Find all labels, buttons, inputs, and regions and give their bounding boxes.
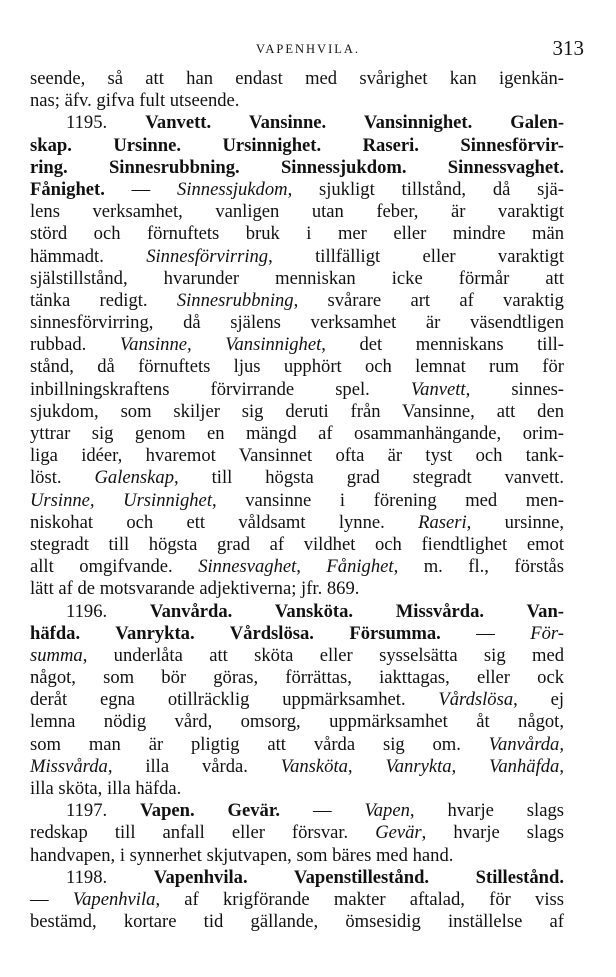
text-run: — — [440, 622, 531, 644]
text-line — [30, 290, 564, 312]
text-run: 1198. — [66, 866, 154, 888]
text-line — [30, 356, 564, 378]
page-header — [30, 36, 586, 62]
text-line — [30, 756, 564, 778]
text-line — [30, 867, 564, 889]
text-run: 1196. — [66, 600, 150, 622]
text-run: — — [30, 888, 73, 910]
text-line — [30, 112, 564, 134]
term-italic: Vansinne, Vansinnighet — [119, 334, 322, 356]
text-line — [30, 179, 564, 201]
text-line — [30, 268, 564, 290]
text-line — [30, 68, 564, 90]
headword-bold: Vapen. Gevär. — [140, 800, 281, 822]
text-run: , — [559, 755, 564, 777]
text-run: tänka redigt. — [30, 289, 177, 311]
text-run: något, som bör göras, förrättas, iakttagas, eller ock — [30, 667, 564, 689]
text-run: liga idéer, hvaremot Vansinnet ofta är tyst och tank- — [30, 445, 564, 467]
text-run: lemna nödig vård, omsorg, uppmärksamhet åt något, — [30, 711, 564, 733]
text-run: yttrar sig genom en mängd af osammanhängande, orim- — [30, 423, 564, 444]
text-run: illa sköta, illa häfda. — [30, 778, 182, 799]
text-run: hämmadt. — [30, 245, 147, 267]
term-italic: För- — [530, 622, 564, 644]
text-line — [30, 312, 564, 334]
headword-bold: Vanvårda. Vansköta. Missvårda. Van- — [149, 600, 564, 622]
headword-bold: skap. Ursinne. Ursinnighet. Raseri. Sinnesförvir- — [30, 134, 564, 156]
headword-bold: Vanvett. Vansinne. Vansinnighet. Galen- — [145, 112, 565, 134]
text-run: — — [104, 178, 178, 200]
text-line — [30, 201, 564, 223]
text-run: , tillfälligt eller varaktigt — [268, 245, 564, 267]
term-italic: Vanvårda, — [488, 733, 564, 755]
text-line — [30, 911, 564, 933]
text-line — [30, 689, 564, 711]
text-run: lätt af de motsvarande adjektiverna; jfr. 869. — [30, 578, 360, 600]
text-run: niskohat och ett våldsamt lynne. — [30, 511, 419, 533]
text-run: — — [280, 800, 365, 822]
text-run: allt omgifvande. — [30, 556, 199, 578]
term-italic: summa — [30, 644, 83, 666]
text-run: själstillstånd, hvarunder menniskan icke förmår att — [30, 267, 564, 289]
text-run: , af krigförande makter aftalad, för viss — [155, 888, 564, 910]
text-line — [30, 711, 564, 733]
text-line — [30, 490, 564, 512]
text-run: , till högsta grad stegradt vanvett. — [174, 467, 564, 489]
text-line — [30, 379, 564, 401]
text-line — [30, 578, 564, 600]
text-run: , ej — [513, 689, 564, 711]
term-italic: Galenskap — [94, 467, 175, 489]
text-line — [30, 334, 564, 356]
text-run: rubbad. — [30, 334, 120, 356]
text-run: som man är pligtig att vårda sig om. — [30, 733, 489, 755]
term-italic: Sinnesrubbning — [176, 289, 294, 311]
text-run: redskap till anfall eller försvar. — [30, 822, 376, 844]
text-line — [30, 556, 564, 578]
text-run: deråt egna otillräcklig uppmärksamhet. — [30, 689, 439, 711]
text-run: bestämd, kortare tid gällande, ömsesidig inställelse af — [30, 911, 564, 933]
text-line — [30, 223, 564, 245]
text-line — [30, 512, 564, 534]
term-italic: Vårdslösa — [438, 689, 514, 711]
term-italic: Gevär — [375, 822, 422, 844]
text-run: handvapen, i synnerhet skjutvapen, som bäres med hand. — [30, 844, 454, 866]
text-line — [30, 667, 564, 689]
text-run: 1195. — [66, 112, 146, 134]
text-run: , sinnes- — [465, 378, 565, 400]
text-run: stegradt till högsta grad af vildhet och fiendtlighet emot — [30, 533, 564, 555]
text-line — [30, 534, 564, 556]
text-run: sinnesförvirring, då själens verksamhet är väsendtligen — [30, 312, 564, 334]
term-italic: Sinnesvaghet, Fånighet — [198, 556, 394, 578]
headword-bold: häfda. Vanrykta. Vårdslösa. Försumma. — [30, 622, 441, 644]
text-line — [30, 845, 564, 867]
text-run: , det menniskans till- — [321, 334, 564, 356]
text-line — [30, 778, 564, 800]
text-run: , hvarje slags — [421, 822, 564, 844]
text-run: , illa vårda. — [107, 755, 281, 777]
text-run: löst. — [30, 467, 95, 489]
text-run: lens verksamhet, vanligen utan feber, är varaktigt — [30, 201, 564, 223]
text-run: , m. fl., förstås — [393, 556, 564, 578]
term-italic: Sinnesförvirring — [146, 245, 269, 267]
text-line — [30, 889, 564, 911]
text-line — [30, 645, 564, 667]
term-italic: Sinnessjukdom — [177, 178, 288, 200]
text-line — [30, 246, 564, 268]
headword-bold: Vapenhvila. Vapenstillestånd. Stillestånd. — [153, 866, 564, 888]
text-line — [30, 135, 564, 157]
text-line — [30, 157, 564, 179]
text-run: , sjukligt tillstånd, då sjä- — [287, 178, 564, 200]
text-line — [30, 90, 564, 112]
headword-bold: Fånighet. — [30, 178, 105, 200]
term-italic: Ursinne, Ursinnighet — [30, 489, 212, 511]
term-italic: Raseri — [418, 511, 467, 533]
text-line — [30, 800, 564, 822]
headword-bold: ring. Sinnesrubbning. Sinnessjukdom. Sinnessvaghet. — [30, 156, 564, 178]
text-line — [30, 601, 564, 623]
text-run: , vansinne i förening med men- — [211, 489, 565, 511]
text-run: sjukdom, som skiljer sig deruti från Vansinne, att den — [30, 400, 564, 422]
text-run: 1197. — [66, 800, 141, 822]
text-line — [30, 445, 564, 467]
term-italic: Vanvett — [410, 378, 466, 400]
text-run: , ursinne, — [466, 511, 564, 533]
text-run: , svårare art af varaktig — [293, 289, 564, 311]
text-line — [30, 623, 564, 645]
text-run: nas; äfv. gifva fult utseende. — [30, 90, 240, 112]
running-head: VAPENHVILA. — [255, 42, 361, 56]
term-italic: Missvårda — [30, 755, 108, 777]
term-italic: Vansköta, Vanrykta, Vanhäfda — [280, 755, 560, 777]
text-run: seende, så att han endast med svårighet kan igenkän- — [30, 68, 564, 89]
text-run: , hvarje slags — [409, 800, 564, 822]
term-italic: Vapenhvila — [72, 888, 156, 910]
text-line — [30, 401, 564, 423]
text-line — [30, 734, 564, 756]
term-italic: Vapen — [364, 800, 410, 822]
text-line — [30, 822, 564, 844]
text-line — [30, 423, 564, 445]
page-number: 313 — [552, 36, 584, 60]
text-run: störd och förnuftets bruk i mer eller mindre män — [30, 223, 564, 245]
body-text — [30, 68, 564, 933]
text-run: stånd, då förnuftets ljus upphört och lemnat rum för — [30, 356, 564, 378]
text-run: inbillningskraftens förvirrande spel. — [30, 378, 411, 400]
text-line — [30, 467, 564, 489]
text-run: , underlåta att sköta eller sysselsätta sig med — [82, 644, 564, 666]
